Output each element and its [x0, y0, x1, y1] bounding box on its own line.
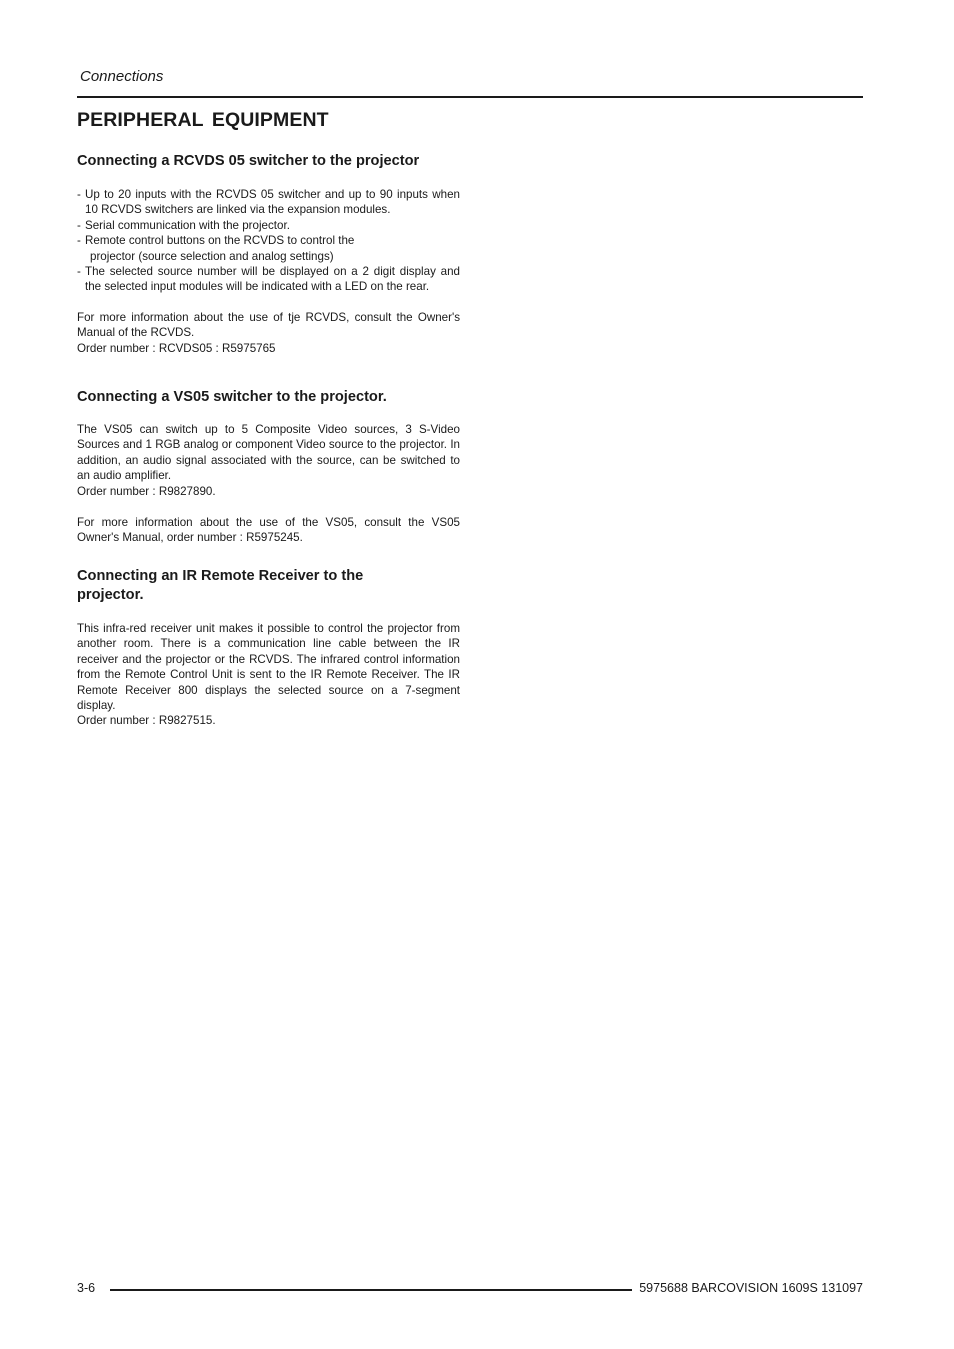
- list-item-text: projector (source selection and analog settings): [90, 249, 334, 263]
- footer-rule: [110, 1289, 632, 1291]
- list-item-text: Serial communication with the projector.: [85, 218, 290, 232]
- list-item: [77, 187, 460, 218]
- section-heading-line: Connecting an IR Remote Receiver to the: [77, 568, 364, 584]
- section-heading: Connecting a RCVDS 05 switcher to the projector: [77, 153, 420, 169]
- list-item-text: The selected source number will be displayed on a 2 digit display and the selected input modules will be indicated with a LED on the rear.: [85, 265, 460, 294]
- header-rule: [77, 96, 863, 98]
- page-number: 3-6: [77, 1281, 96, 1295]
- order-number: Order number : R9827515.: [77, 714, 216, 728]
- section-ir-receiver: [77, 567, 460, 729]
- description-paragraph: This infra-red receiver unit makes it possible to control the projector from another room. There is a communication line cable between the IR receiver and the projector or the RCVDS. The infrared control information from the Remote Control Unit is sent to the IR Remote Receiver. The IR Remote Receiver 800 displays the selected source on a 7-segment display.: [77, 622, 460, 713]
- section-heading: Connecting a VS05 switcher to the projector.: [77, 389, 387, 405]
- list-item: [77, 264, 460, 295]
- order-number: Order number : RCVDS05 : R5975765: [77, 341, 276, 355]
- section-rcvds: [77, 152, 460, 356]
- order-number: Order number : R9827890.: [77, 484, 216, 498]
- info-paragraph: For more information about the use of the VS05, consult the VS05 Owner's Manual, order number : R5975245.: [77, 516, 460, 545]
- description-paragraph: The VS05 can switch up to 5 Composite Video sources, 3 S-Video Sources and 1 RGB analog or component Video source to the projector. In addition, an audio signal associated with the source, can be switched to an audio amplifier.: [77, 423, 460, 483]
- page-title: PERIPHERAL EQUIPMENT: [77, 109, 329, 131]
- section-heading: [77, 567, 460, 605]
- feature-list: [77, 187, 460, 295]
- list-item-text: Up to 20 inputs with the RCVDS 05 switcher and up to 90 inputs when 10 RCVDS switchers are linked via the expansion modules.: [85, 188, 460, 217]
- bullet-dash: -: [77, 265, 81, 279]
- info-paragraph: For more information about the use of tje RCVDS, consult the Owner's Manual of the RCVDS.: [77, 310, 460, 340]
- bullet-dash: -: [77, 234, 81, 248]
- list-item: [77, 233, 460, 264]
- bullet-dash: -: [77, 188, 81, 201]
- running-head: Connections: [80, 68, 164, 85]
- list-item: [77, 218, 460, 233]
- section-vs05: [77, 388, 460, 546]
- document-reference: 5975688 BARCOVISION 1609S 131097: [639, 1281, 863, 1295]
- list-item-text: Remote control buttons on the RCVDS to control the: [85, 234, 355, 248]
- bullet-dash: -: [77, 218, 81, 232]
- section-heading-line: projector.: [77, 587, 144, 603]
